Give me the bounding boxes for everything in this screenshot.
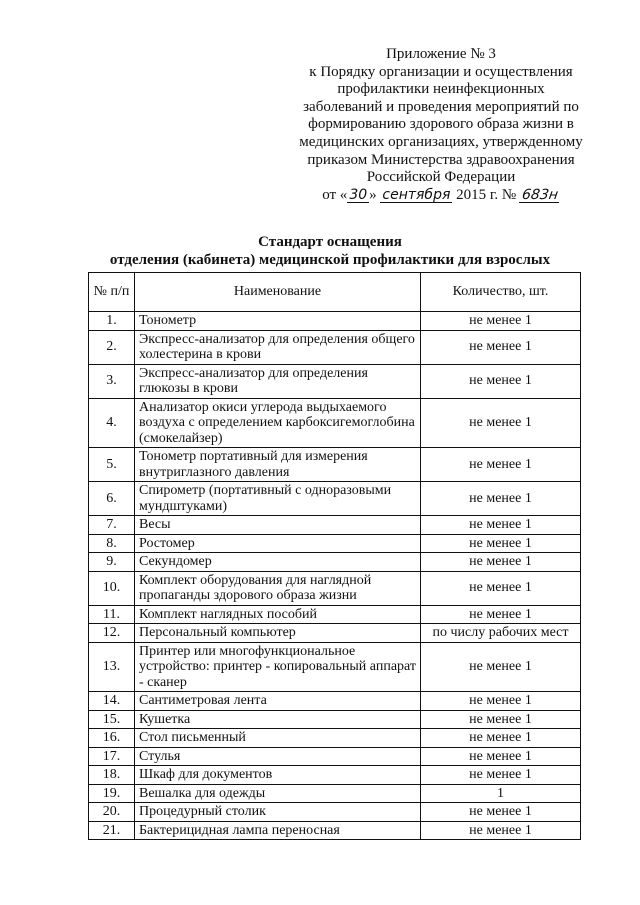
table-row xyxy=(89,784,581,803)
table-row xyxy=(89,364,581,398)
table-row xyxy=(89,605,581,624)
table-row xyxy=(89,692,581,711)
row-number: 19. xyxy=(89,784,135,803)
table-row xyxy=(89,330,581,364)
table-row xyxy=(89,448,581,482)
handwritten-month: сентября xyxy=(382,186,451,203)
table-row xyxy=(89,516,581,535)
row-name: Кушетка xyxy=(135,710,421,729)
row-name: Сантиметровая лента xyxy=(135,692,421,711)
table-row xyxy=(89,553,581,572)
row-number: 18. xyxy=(89,766,135,785)
row-number: 10. xyxy=(89,571,135,605)
row-quantity: не менее 1 xyxy=(421,398,581,448)
row-quantity: не менее 1 xyxy=(421,571,581,605)
row-quantity: не менее 1 xyxy=(421,821,581,840)
table-row xyxy=(89,571,581,605)
table-row xyxy=(89,624,581,643)
table-row xyxy=(89,534,581,553)
row-name: Весы xyxy=(135,516,421,535)
row-number: 17. xyxy=(89,747,135,766)
row-name: Экспресс-анализатор для определения общего холестерина в крови xyxy=(135,330,421,364)
row-quantity: не менее 1 xyxy=(421,642,581,692)
row-number: 20. xyxy=(89,803,135,822)
row-name: Тонометр портативный для измерения внутриглазного давления xyxy=(135,448,421,482)
row-quantity: не менее 1 xyxy=(421,448,581,482)
row-quantity: не менее 1 xyxy=(421,330,581,364)
row-number: 12. xyxy=(89,624,135,643)
row-quantity: не менее 1 xyxy=(421,364,581,398)
handwritten-day: 30 xyxy=(349,186,368,203)
table-row xyxy=(89,710,581,729)
table-row xyxy=(89,398,581,448)
row-name: Секундомер xyxy=(135,553,421,572)
appendix-line: к Порядку организации и осуществления xyxy=(309,63,573,80)
table-row xyxy=(89,821,581,840)
table-row xyxy=(89,803,581,822)
row-name: Вешалка для одежды xyxy=(135,784,421,803)
appendix-line: медицинских организациях, утвержденному xyxy=(299,133,583,150)
order-date-line xyxy=(286,187,596,205)
row-quantity: по числу рабочих мест xyxy=(421,624,581,643)
row-number: 15. xyxy=(89,710,135,729)
row-number: 3. xyxy=(89,364,135,398)
row-quantity: не менее 1 xyxy=(421,482,581,516)
row-quantity: не менее 1 xyxy=(421,312,581,331)
row-name: Шкаф для документов xyxy=(135,766,421,785)
row-name: Бактерицидная лампа переносная xyxy=(135,821,421,840)
appendix-line: приказом Министерства здравоохранения xyxy=(307,151,575,168)
row-number: 14. xyxy=(89,692,135,711)
header-quantity: Количество, шт. xyxy=(421,273,581,312)
row-number: 2. xyxy=(89,330,135,364)
row-name: Стол письменный xyxy=(135,729,421,748)
row-quantity: 1 xyxy=(421,784,581,803)
table-row xyxy=(89,729,581,748)
table-row xyxy=(89,642,581,692)
appendix-line: профилактики неинфекционных xyxy=(337,81,545,98)
appendix-line: формированию здорового образа жизни в xyxy=(308,116,574,133)
row-number: 16. xyxy=(89,729,135,748)
row-name: Комплект оборудования для наглядной пропаганды здорового образа жизни xyxy=(135,571,421,605)
table-row xyxy=(89,312,581,331)
row-name: Процедурный столик xyxy=(135,803,421,822)
row-number: 21. xyxy=(89,821,135,840)
row-name: Стулья xyxy=(135,747,421,766)
title-line-1: Стандарт оснащения xyxy=(258,234,402,250)
table-row xyxy=(89,747,581,766)
date-mid: » xyxy=(369,186,377,203)
table-header-row xyxy=(89,273,581,312)
row-quantity: не менее 1 xyxy=(421,747,581,766)
row-name: Спирометр (портативный с одноразовыми мундштуками) xyxy=(135,482,421,516)
row-quantity: не менее 1 xyxy=(421,710,581,729)
table-row xyxy=(89,482,581,516)
row-name: Анализатор окиси углерода выдыхаемого воздуха с определением карбоксигемоглобина (смокелайзер) xyxy=(135,398,421,448)
header-number: № п/п xyxy=(89,273,135,312)
title-line-2: отделения (кабинета) медицинской профилактики для взрослых xyxy=(109,252,551,268)
equipment-table xyxy=(88,272,581,840)
row-name: Комплект наглядных пособий xyxy=(135,605,421,624)
row-quantity: не менее 1 xyxy=(421,553,581,572)
handwritten-order-number: 683н xyxy=(520,186,559,203)
date-year: 2015 г. № xyxy=(456,186,517,203)
row-number: 13. xyxy=(89,642,135,692)
row-quantity: не менее 1 xyxy=(421,729,581,748)
row-number: 11. xyxy=(89,605,135,624)
row-number: 1. xyxy=(89,312,135,331)
row-number: 8. xyxy=(89,534,135,553)
header-name: Наименование xyxy=(135,273,421,312)
appendix-line: заболеваний и проведения мероприятий по xyxy=(303,98,579,115)
date-prefix: от « xyxy=(322,186,348,203)
row-number: 4. xyxy=(89,398,135,448)
row-name: Принтер или многофункциональное устройство: принтер - копировальный аппарат - сканер xyxy=(135,642,421,692)
table-body xyxy=(89,312,581,840)
row-name: Ростомер xyxy=(135,534,421,553)
row-quantity: не менее 1 xyxy=(421,534,581,553)
row-number: 6. xyxy=(89,482,135,516)
row-quantity: не менее 1 xyxy=(421,766,581,785)
row-name: Персональный компьютер xyxy=(135,624,421,643)
row-quantity: не менее 1 xyxy=(421,605,581,624)
row-name: Тонометр xyxy=(135,312,421,331)
row-quantity: не менее 1 xyxy=(421,692,581,711)
row-number: 5. xyxy=(89,448,135,482)
table-row xyxy=(89,766,581,785)
appendix-line: Приложение № 3 xyxy=(386,46,496,62)
document-title xyxy=(80,233,580,269)
row-name: Экспресс-анализатор для определения глюкозы в крови xyxy=(135,364,421,398)
appendix-header xyxy=(286,46,596,204)
row-number: 7. xyxy=(89,516,135,535)
row-quantity: не менее 1 xyxy=(421,516,581,535)
row-number: 9. xyxy=(89,553,135,572)
appendix-line: Российской Федерации xyxy=(366,169,516,186)
row-quantity: не менее 1 xyxy=(421,803,581,822)
